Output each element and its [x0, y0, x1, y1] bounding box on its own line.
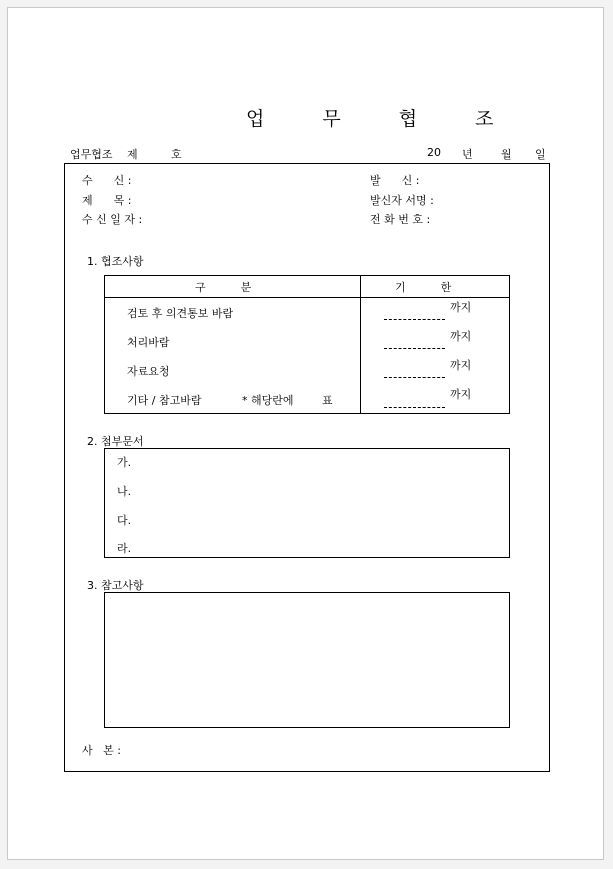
col-deadline-header: 기 한	[395, 281, 452, 294]
date-year-prefix: 20	[427, 146, 441, 159]
date-month-unit: 월	[501, 148, 512, 161]
received-date-label: 수 신 일 자 :	[82, 213, 143, 226]
deadline-until-2: 까지	[450, 330, 472, 343]
col-category-header: 구 분	[195, 281, 252, 294]
deadline-blank-1[interactable]	[384, 319, 445, 320]
deadline-until-1: 까지	[450, 301, 472, 314]
copy-label: 사 본 :	[82, 744, 121, 757]
table-header-divider	[104, 297, 510, 298]
deadline-blank-4[interactable]	[384, 407, 445, 408]
doc-number-label: 업무협조	[70, 148, 113, 161]
sender-sign-label: 발신자 서명 :	[370, 194, 434, 207]
table-column-divider	[360, 275, 361, 414]
date-day-unit: 일	[535, 148, 546, 161]
deadline-until-3: 까지	[450, 359, 472, 372]
recipient-label: 수 신 :	[82, 174, 132, 187]
row-data-request-label: 자료요청	[127, 365, 170, 378]
attachment-item: 나.	[117, 485, 132, 498]
document-title: 업 무 협 조	[246, 108, 520, 130]
mark-note: * 해당란에	[242, 394, 294, 407]
row-other-label: 기타 / 참고바람	[127, 394, 202, 407]
notes-box[interactable]	[104, 592, 510, 728]
doc-number-ho: 호	[171, 148, 182, 161]
deadline-blank-2[interactable]	[384, 348, 445, 349]
date-year-unit: 년	[462, 148, 473, 161]
deadline-blank-3[interactable]	[384, 377, 445, 378]
row-process-label: 처리바람	[127, 336, 170, 349]
sender-label: 발 신 :	[370, 174, 420, 187]
section1-heading: 1. 협조사항	[87, 255, 144, 268]
mark-note-symbol: 표	[322, 394, 333, 407]
deadline-until-4: 까지	[450, 388, 472, 401]
doc-number-je: 제	[127, 148, 138, 161]
row-review-label: 검토 후 의견통보 바람	[127, 307, 234, 320]
subject-label: 제 목 :	[82, 194, 132, 207]
attachments-box	[104, 448, 510, 558]
attachment-item: 가.	[117, 456, 132, 469]
phone-label: 전 화 번 호 :	[370, 213, 431, 226]
attachment-item: 다.	[117, 514, 132, 527]
attachment-item: 라.	[117, 542, 132, 555]
section3-heading: 3. 참고사항	[87, 579, 144, 592]
section2-heading: 2. 첨부문서	[87, 435, 144, 448]
